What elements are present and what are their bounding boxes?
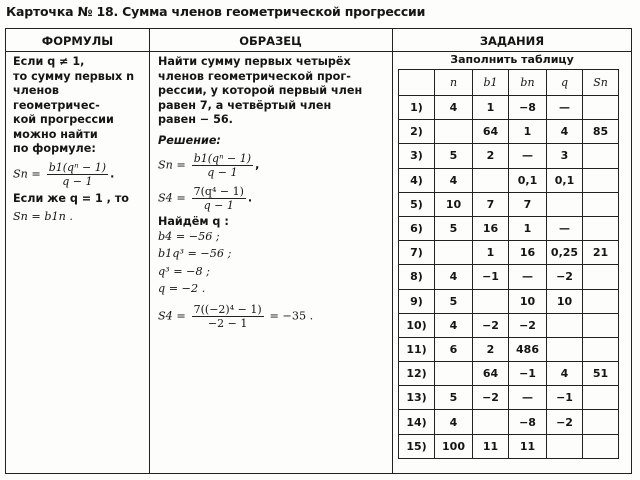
table-cell: —: [509, 144, 547, 168]
formula-text: Sn = b1n .: [13, 210, 73, 223]
problem-text: равен 7, а четвёртый член: [158, 98, 332, 112]
table-cell: [583, 434, 619, 458]
table-cell: [473, 410, 509, 434]
row-number-cell: 8): [399, 265, 435, 289]
table-cell: [583, 410, 619, 434]
row-number-cell: 3): [399, 144, 435, 168]
table-cell: [583, 265, 619, 289]
table-cell: 4: [547, 120, 583, 144]
table-cell: 10: [509, 289, 547, 313]
table-row: [399, 120, 619, 144]
table-cell: —: [547, 216, 583, 240]
table-cell: 11: [509, 434, 547, 458]
column-header: n: [435, 70, 473, 96]
row-number-cell: 2): [399, 120, 435, 144]
solution-label: Решение:: [158, 133, 221, 147]
column-header: b1: [473, 70, 509, 96]
problem-text: членов геометрической прог-: [158, 69, 351, 83]
table-cell: —: [547, 96, 583, 120]
table-row: [399, 386, 619, 410]
table-cell: 16: [509, 241, 547, 265]
table-cell: 0,1: [509, 168, 547, 192]
sample-result: [158, 303, 388, 330]
table-cell: 2: [473, 337, 509, 361]
formula-fraction: [192, 185, 246, 212]
table-cell: 3: [547, 144, 583, 168]
table-cell: 1: [509, 120, 547, 144]
card-title: Карточка № 18. Сумма членов геометрической прогрессии: [6, 4, 426, 19]
row-number-cell: 11): [399, 337, 435, 361]
formula-label: S4 =: [158, 309, 186, 322]
table-cell: 10: [435, 192, 473, 216]
sample-column: [158, 55, 388, 330]
formula-text: Если же q = 1 , то: [13, 191, 129, 205]
table-cell: 7: [473, 192, 509, 216]
table-cell: [547, 337, 583, 361]
table-cell: [435, 241, 473, 265]
column-header: bn: [509, 70, 547, 96]
table-cell: 486: [509, 337, 547, 361]
table-row: [399, 434, 619, 458]
table-cell: 85: [583, 120, 619, 144]
table-cell: [583, 216, 619, 240]
formula-text: можно найти: [13, 127, 98, 141]
tasks-table-body: [399, 96, 619, 459]
table-row: [399, 144, 619, 168]
row-number-cell: 5): [399, 192, 435, 216]
formulas-column: [13, 55, 145, 225]
fraction-numerator: 7((−2)⁴ − 1): [193, 302, 262, 316]
formula-label: S4 =: [158, 191, 186, 205]
row-number-cell: 13): [399, 386, 435, 410]
formula-text: то сумму первых n: [13, 69, 135, 83]
table-row: [399, 96, 619, 120]
problem-text: рессии, у которой первый член: [158, 84, 363, 97]
table-cell: —: [509, 386, 547, 410]
row-number-cell: 15): [399, 434, 435, 458]
table-cell: −2: [547, 410, 583, 434]
table-cell: [435, 362, 473, 386]
fraction-denominator: −2 − 1: [207, 316, 248, 330]
table-cell: 7: [509, 192, 547, 216]
table-cell: [473, 289, 509, 313]
table-row: [399, 362, 619, 386]
table-row: [399, 410, 619, 434]
table-cell: −8: [509, 96, 547, 120]
table-cell: 1: [509, 216, 547, 240]
formula-fraction: [192, 152, 253, 179]
table-cell: 100: [435, 434, 473, 458]
table-cell: 10: [547, 289, 583, 313]
table-cell: [583, 168, 619, 192]
table-cell: 5: [435, 386, 473, 410]
equation-line: b1q³ = −56 ;: [158, 247, 232, 260]
table-row: [399, 168, 619, 192]
formula-text: Если q ≠ 1,: [13, 55, 85, 68]
table-cell: −2: [509, 313, 547, 337]
table-cell: 11: [473, 434, 509, 458]
row-number-cell: 7): [399, 241, 435, 265]
row-number-cell: 14): [399, 410, 435, 434]
tasks-table: [398, 69, 619, 459]
table-cell: 4: [435, 410, 473, 434]
sample-formula: S4 = $\frac{\text{7(q⁴ − 1)}}{q - 1}$ .: [158, 185, 253, 212]
table-cell: 4: [435, 313, 473, 337]
table-cell: [435, 120, 473, 144]
tasks-header: ЗАДАНИЯ: [479, 34, 545, 48]
find-q-text: Найдём q :: [158, 215, 229, 228]
column-header: Sn: [583, 70, 619, 96]
sum-formula-fraction: [47, 161, 108, 188]
fraction-numerator: b1(qⁿ − 1): [193, 152, 252, 165]
formulas-header: ФОРМУЛЫ: [41, 34, 114, 48]
formula-text: кой прогрессии: [13, 113, 114, 126]
table-cell: [583, 144, 619, 168]
table-cell: 5: [435, 216, 473, 240]
table-cell: 16: [473, 216, 509, 240]
table-cell: 21: [583, 241, 619, 265]
table-cell: −2: [547, 265, 583, 289]
table-cell: [583, 313, 619, 337]
table-row: [399, 192, 619, 216]
column-header: q: [547, 70, 583, 96]
table-cell: [583, 192, 619, 216]
table-cell: −1: [547, 386, 583, 410]
table-row: [399, 216, 619, 240]
equation-line: q³ = −8 ;: [158, 264, 210, 278]
formula-label: Sn =: [158, 158, 186, 172]
table-cell: 64: [473, 120, 509, 144]
worksheet-frame: [5, 28, 632, 474]
table-cell: −8: [509, 410, 547, 434]
problem-text: равен − 56.: [158, 113, 233, 126]
table-cell: 64: [473, 362, 509, 386]
table-cell: [583, 96, 619, 120]
table-cell: [583, 386, 619, 410]
table-cell: 2: [473, 144, 509, 168]
table-cell: 4: [547, 362, 583, 386]
table-cell: −2: [473, 386, 509, 410]
table-row: [399, 265, 619, 289]
row-number-cell: 1): [399, 96, 435, 120]
formula-fraction: [192, 303, 264, 330]
problem-text: Найти сумму первых четырёх: [158, 55, 351, 68]
table-cell: [583, 337, 619, 361]
tasks-instruction: Заполнить таблицу: [450, 53, 574, 66]
formula-text: по формуле:: [13, 142, 96, 155]
table-cell: −1: [473, 265, 509, 289]
table-cell: 4: [435, 265, 473, 289]
table-row: [399, 337, 619, 361]
sample-formula: Sn = $\frac{\text{b1(qⁿ − 1)}}{q - 1}$ ,: [158, 152, 260, 179]
fraction-numerator: b1(qⁿ − 1): [48, 160, 107, 174]
table-cell: −2: [473, 313, 509, 337]
table-row: [399, 313, 619, 337]
table-cell: 4: [435, 96, 473, 120]
table-cell: −1: [509, 362, 547, 386]
row-number-cell: 10): [399, 313, 435, 337]
row-number-cell: 6): [399, 216, 435, 240]
table-row: [399, 289, 619, 313]
table-cell: —: [509, 265, 547, 289]
row-number-cell: 9): [399, 289, 435, 313]
tasks-column: [392, 29, 632, 473]
column-header: [399, 70, 435, 96]
table-cell: 51: [583, 362, 619, 386]
fraction-numerator: 7(q⁴ − 1): [193, 185, 244, 198]
sum-formula: Sn = $\frac{\text{b1(qⁿ − 1)}}{q - 1}$ .: [13, 160, 115, 188]
table-cell: [547, 313, 583, 337]
table-cell: 0,25: [547, 241, 583, 265]
table-row: [399, 241, 619, 265]
table-cell: [547, 192, 583, 216]
table-cell: 0,1: [547, 168, 583, 192]
formula-text: членов геометричес-: [13, 84, 100, 112]
table-cell: 1: [473, 96, 509, 120]
table-cell: 1: [473, 241, 509, 265]
table-cell: 5: [435, 289, 473, 313]
equation-line: q = −2 .: [158, 282, 206, 295]
fraction-denominator: q − 1: [207, 166, 238, 179]
table-cell: [473, 168, 509, 192]
table-cell: 4: [435, 168, 473, 192]
table-cell: [547, 434, 583, 458]
fraction-denominator: q − 1: [62, 174, 93, 188]
fraction-denominator: q − 1: [203, 199, 234, 212]
sum-formula-label: Sn =: [13, 167, 41, 180]
table-cell: 5: [435, 144, 473, 168]
table-cell: [583, 289, 619, 313]
column-divider: [149, 29, 150, 473]
result-value: = −35 .: [269, 309, 314, 322]
table-header-row: [399, 70, 619, 96]
equation-line: b4 = −56 ;: [158, 229, 220, 243]
row-number-cell: 12): [399, 362, 435, 386]
table-cell: 6: [435, 337, 473, 361]
sample-header: ОБРАЗЕЦ: [239, 34, 302, 48]
row-number-cell: 4): [399, 168, 435, 192]
